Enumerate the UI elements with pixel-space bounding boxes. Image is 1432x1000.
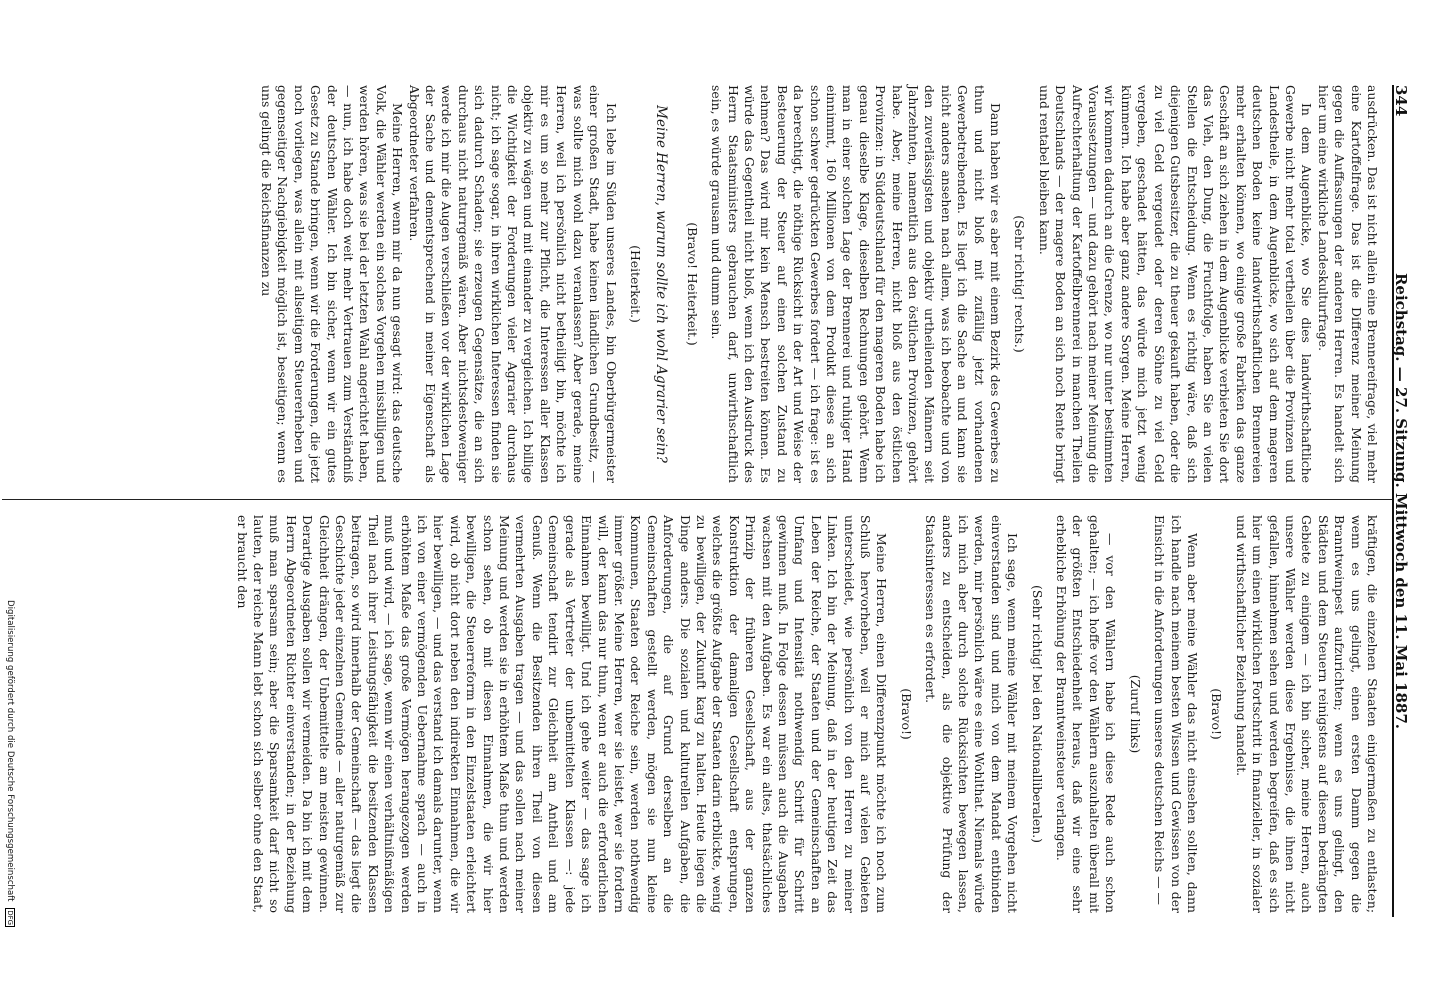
left-column bbox=[10, 85, 1380, 483]
interjection: (Sehr richtig! bei den Nationalliberalen.) bbox=[1029, 585, 1045, 843]
paragraph: Meine Herren, wenn mir da nun gesagt wird: das deutsche Volk, die Wähler werden ein solches Vorgehen missbilligen und werden hören, was sie bei der letzten Wahl angerichtet haben, — nun, ich habe doch weit mehr Vertrauen zum Verständniß der deutschen Wähler. Ich bin sicher, wenn wir ein gutes Gesetz zu Stande bringen, wenn wir die Forderungen, die jetzt noch vorliegen, was allein mit allseitigem Steuererheben und gegenseitiger Nachgiebigkeit möglich ist, beseitigen; wenn es uns gelingt die Reichsfinanzen zu bbox=[259, 85, 406, 483]
page-header bbox=[1386, 85, 1412, 917]
running-title: Reichstag. — 27. Sitzung. Mittwoch den 11. Mai 1887. bbox=[1392, 272, 1410, 730]
paragraph: — vor den Wählern habe ich diese Rede auch schon gehalten; — ich hoffe vor den Wählern auszuhalten überall mit der größten Entschiedenheit heraus, daß wir eine sehr erhebliche Erhöhung der Branntweinsteuer verlangen. bbox=[1054, 515, 1119, 913]
paragraph: Wenn aber meine Wähler das nicht einsehen sollten, dann ich handle nach meinem besten Wissen und Gewissen von der Einsicht in die Anforderungen unseres deutschen Reichs — — bbox=[1152, 515, 1200, 913]
paragraph: Ich lebe im Süden unseres Landes, bin Oberbürgermeister einer großen Stadt, habe keinen ländlichen Grundbesitz, — was sollte mich wohl dazu veranlassen? Aber gerade, meine Herren, weil ich persönlich nicht betheiligt bin, möchte ich mir es um so mehr zur Pflicht, die Interessen aller Klassen objektiv zu wägen und mit einander zu vergleichen. Ich billige die Wichtigkeit der Forderungen vieler Agrarier durchaus nicht; ich sage sogar, in ihren wirklichen Interessen finden sie sich dadurch Schaden; sie erzeugen Gegensätze, die an sich durchaus nicht naturrgemäß wären. Aber nichtsdestoweniger werde ich mir die Augen verschließen vor der wirklichen Lage der Sache und dementsprechend in meiner Eigenschaft als Abgeordneter verfahren. bbox=[406, 85, 619, 483]
interjection: (Bravo!) bbox=[898, 688, 914, 740]
page-number: 344 bbox=[1392, 85, 1410, 117]
header-rule bbox=[1392, 85, 1394, 917]
credit-text: Digitalisierung gefördert durch die Deutsche Forschungsgemeinschaft bbox=[5, 600, 15, 902]
interjection: (Zuruf links) bbox=[1127, 674, 1143, 754]
interjection: (Bravo!) bbox=[1209, 688, 1225, 740]
right-column bbox=[10, 515, 1380, 913]
paragraph: Meine Herren, einen Differenzpunkt möchte ich noch zum Schluß hervorheben, weil er mich auf vielen Gebieten unterscheidet, wie persönlich von den Herren zu meiner Linken. Ich bin der Meinung, daß in der heutigen Zeit das Leben der Reiche, der Staaten und der Gemeinschaften an Umfang und Intensität nothwendig Schritt für Schritt gewinnen muß. In Folge dessen müssen auch die Ausgaben wachsen mit den Aufgaben. Es war ein altes, thatsächliches Prinzip der früheren Gesellschaft, aus der ganzen Konstruktion der damaligen Gesellschaft entsprungen, welches die größte Aufgabe der Staaten darin erblickte, wenig zu bewilligen, der Zukunft karg zu halten. Heute liegen die Dinge anders. Die sozialen und kulturellen Aufgaben, die Anforderungen, die auf Grund derselben an die Gemeinschaften gestellt werden, mögen sie nun kleine Kommunen, Staaten oder Reiche sein, werden nothwendig immer größer. Meine Herren, wer sie leistet, wer sie fordern will, der kann das nur thun, wenn er auch die erforderlichen Einnahmen bewilligt. Und ich gehe weiter — das sage ich gerade als Vertreter der unbemittelten Klassen —: jede Gemeinschaft tendirt zur Gleichheit am Antheil und am Genuß. Wenn die Besitzenden ihren Theil von diesen vermehrten Ausgaben tragen — und das sollen nach meiner Meinung und werden sie in erhöhtem Maße thun und werden schon sehen, ob mit diesen Einnahmen, die wir hier bewilligen, die Steuerreform in den Einzelstaaten erleichtert wird, ob nicht dort neben den indirekten Einnahmen, die wir hier bewilligen, — und das verstand ich damals darunter, wenn ich von einer vermögenden Uebernahme sprach — auch in erhöhtem Maße das große Vermögen herangezogen werden muß und wird, — ich sage, wenn wir einen verhältnißmäßigen Theil nach ihrer Leistungsfähigkeit die besitzenden Klassen beitragen, so wird innerhalb der Gemeinschaft — das liegt die Geschichte jeder einzelnen Gemeinde — aller naturgemäß zur Gleichheit drängen, der Unbemittelte am meisten gewinnen. Derartige Ausgaben sollen wir vermeiden. Da bin ich mit dem Herrn Abgeordneten Richter einverstanden; in der Beziehung muß man sparsam sein; aber die Sparsamkeit darf nicht so lauten, der reiche Mann lebt schon sich selber ohne den Staat, er braucht den bbox=[234, 515, 890, 913]
paragraph: kräftigen, die einzelnen Staaten einigermaßen zu entlasten; wenn es uns gelingt, einen ersten Damm gegen die Branntweinpest aufzurichten; wenn es uns gelingt, den Städten und dem Steuern reinigstens auf diesem bedrängten Gebiete zu einigem — ich bin sicher, meine Herren, auch unsere Wähler werden diese Ergebnisse, die ihnen nicht gefallen, hinnehmen sehen und werden begreifen, daß es sich hier um einen wirklichen Fortschritt in finanzieller, in sozialer und wirthschaftlicher Beziehung handelt. bbox=[1233, 515, 1380, 913]
paragraph: In dem Augenblicke, wo Sie dies landwirthschaftliche Gewerbe nicht mehr total vertheilen über die Provinzen und Landestheile, in dem Augenblicke, wo sich auf dem mageren deutschen Boden keine landwirthschaftlichen Brennereien mehr erhalten können, wo einige große Fabriken das ganze Geschäft an sich ziehen in dem Augenblicke verbieten Sie dort das Vieh, den Dung, die Fruchtfolge, haben Sie an vielen Stellen die Entscheidung. Wenn es richtig wäre, daß sich diejenigen Gutsbesitzer, die zu theuer gekauft haben, oder die zu viel Geld vergeudet oder deren Söhne zu viel Geld vergeben, geschadet hätten, das würde mich jetzt wenig kümmern. Ich habe aber ganz andere Sorgen. Meine Herren, wir kommen dadurch an die Grenze, wo nur unter bestimmten Voraussetzungen — und dazu gehört nach meiner Meinung die Aufrechterhaltung der Kartoffelbrennerei in manchen Theilen Deutschlands — der magere Boden an sich noch Rente bringt und rentabel bleiben kann. bbox=[1036, 85, 1315, 483]
paragraph: ausdrücken. Das ist nicht allein eine Brennereifrage, viel mehr eine Kartoffelfrage. Das ist die Differenz meiner Meinung gegen die Auffassungen der anderen Herren. Es handelt sich hier um eine wirkliche Landeskulturfrage. bbox=[1315, 85, 1380, 483]
column-divider bbox=[2, 499, 1392, 500]
dfg-logo: DFG bbox=[6, 910, 14, 926]
interjection: (Sehr richtig! rechts.) bbox=[1012, 215, 1028, 353]
paragraph: Ich sage, wenn meine Wähler mit meinem Vorgehen nicht einverstanden sind und mich von dem Mandat entbinden werden, mir persönlich wäre es eine Wohlthat. Niemals würde ich mich aber durch solche Rücksichten bewegen lassen, anders zu entscheiden, als die objektive Prüfung der Staatsinteressen es erfordert. bbox=[923, 515, 1021, 913]
interjection: (Heiterkeit.) bbox=[627, 245, 643, 323]
paragraph: Dann haben wir es aber mit einem Bezirk des Gewerbes zu thun und nicht bloß mit zufällig jetzt vorhandenen Gewerbetreibenden. Es liegt ich die Sache an und kann sie nicht anders ansehen nach allem, was ich beobachte und von den zuverlässigsten und objektiv urtheilenden Männern seit Jahrzehnten, namentlich aus den östlichen Provinzen, gehört habe. Aber, meine Herren, nicht bloß aus den östlichen Provinzen: in Süddeutschland für den mageren Boden habe ich genau dieselbe Klage, dieselben Rechnungen gehört. Wenn man in einer solchen Lage der Brennerei und ruhiger Hand einnimmt, 160 Millionen von dem Produkt dieses an sich schon schwer gedrückten Gewerbes fordert — ich frage: ist es da berechtigt, die nöthige Rücksicht in der Art und Weise der Besteuerung der Steuer auf einen solchen Zustand zu nehmen? Das wird mir kein Mensch bestreiten können. Es würde das Gegentheil nicht bloß, wenn ich den Ausdruck des Herrn Staatsministers gebrauchen darf, unwirthschaftlich sein, es würde grausam und dumm sein. bbox=[709, 85, 1004, 483]
digitization-credit bbox=[5, 600, 15, 1000]
centered-statement: Meine Herren, warum sollte ich wohl Agrarier sein? bbox=[653, 105, 670, 463]
interjection: (Bravo! Heiterkeit.) bbox=[684, 222, 700, 346]
